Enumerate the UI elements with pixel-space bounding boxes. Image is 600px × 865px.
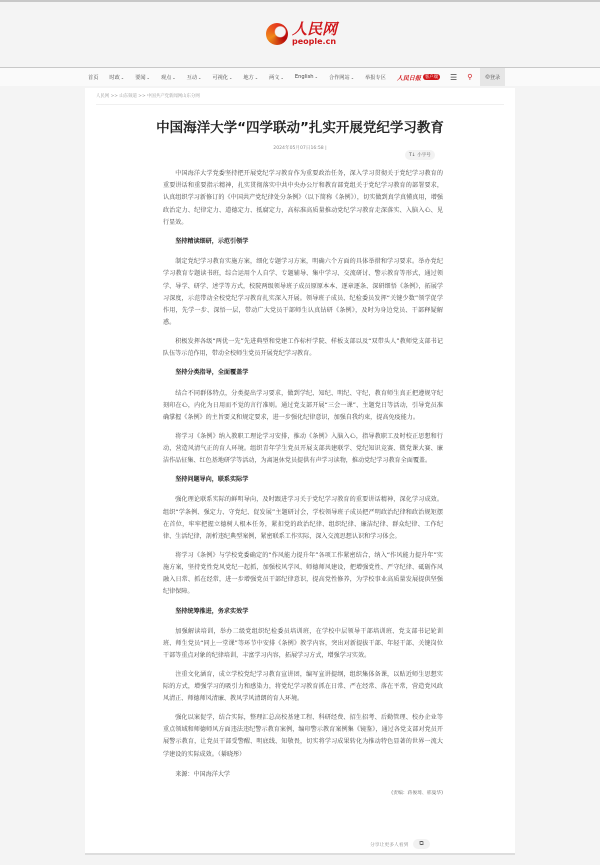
app-link[interactable]: 人民日报 <box>396 74 421 82</box>
app-badge[interactable]: 客户端 <box>424 75 439 80</box>
section-heading: 坚持统筹推进，务求实效学 <box>175 607 249 615</box>
article-editor: (责编：蒋俊琦、邢曼华) <box>391 790 443 796</box>
nav-item-label: 可视化 <box>212 74 228 81</box>
chevron-down-icon: ⌄ <box>228 74 233 80</box>
font-size-toggle[interactable]: T↓ 小字号 <box>405 150 435 160</box>
nav-item[interactable] <box>109 74 124 81</box>
nav-item-label: 两文 <box>269 74 280 81</box>
chevron-down-icon: ⌄ <box>146 74 150 80</box>
article-body <box>163 168 443 800</box>
paragraph: 将学习《条例》与学校党委确定的“作风能力提升年”各项工作紧密结合，纳入“作风能力提升年”实施方案，坚持党性党风党纪一起抓，加强校风学风、师德师风建设，把增强党性、严守纪律、砥砺作风融入日常、抓在经常，进一步增强党员干部纪律意识，提高党性修养，为学校事业高质量发展提供坚强纪律保障。 <box>163 551 443 596</box>
main-nav <box>88 68 505 86</box>
nav-item[interactable] <box>329 74 354 81</box>
article-date: 2024年05月07日16:58 | <box>273 146 327 151</box>
paragraph: 制定党纪学习教育实施方案，细化专题学习方案，明确六个方面的具体举措和学习要求。举办党纪学习教育专题读书班，综合运用个人自学、专题辅导、集中学习、交流研讨、警示教育等形式，通过领学、导学、研学、述学等方式，校院两级领导班子成员原原本本、逐章逐条、深研细悟《条例》，拓展学习深度，示范带动全校党纪学习教育扎实深入开展。领导班子成员、纪检委员发挥“关键少数”领学促学作用，先学一步、深悟一层，带动广大党员干部师生认真钻研《条例》，及时为身边党员、干部释疑解惑。 <box>163 258 443 327</box>
user-icon: ◎ <box>485 74 490 80</box>
section-heading: 坚持精读细研，示范引领学 <box>175 238 249 246</box>
login-label: 登录 <box>489 74 501 81</box>
logo-cn: 人民网 <box>292 20 338 38</box>
breadcrumb[interactable]: 人民网 >> 山东频道 >> 中国共产党新闻网山东分网 <box>96 94 200 99</box>
breadcrumb-divider <box>96 104 504 105</box>
chevron-down-icon: ⌄ <box>350 74 355 80</box>
share-label: 分享让更多人看到 <box>370 842 409 848</box>
paragraph: 结合不同群体特点，分类提出学习要求，做到学纪、知纪、明纪、守纪，教育师生真正把遵规守纪刻印在心，内化为日用而不觉的言行准则。通过党支部开展“三会一课”、主题党日等活动，引导党员准确掌握《条例》的主旨要义和规定要求，进一步强化纪律意识，加强自我约束，提高免疫能力。 <box>163 389 443 421</box>
nav-item[interactable] <box>269 74 284 81</box>
nav-item[interactable] <box>295 74 318 80</box>
logo-en: people.cn <box>292 37 337 46</box>
article-source: 来源：中国海洋大学 <box>175 770 231 778</box>
nav-item-label: 要闻 <box>135 74 146 81</box>
nav-item[interactable] <box>365 74 386 81</box>
paragraph: 中国海洋大学党委坚持把开展党纪学习教育作为重要政治任务，深入学习贯彻关于党纪学习教育的重要讲话和重要指示精神，扎实贯彻落实中共中央办公厅和教育部党组关于党纪学习教育的部署要求，认真组织学习新修订的《中国共产党纪律处分条例》（以下简称《条例》），切实做到真学真懂真用，增强政治定力、纪律定力、道德定力、抵腐定力，高标准高质量推动党纪学习教育走深落实、入脑入心、见行显效。 <box>163 170 443 226</box>
nav-item-label: 合作网站 <box>328 74 350 81</box>
share-bar <box>370 839 430 849</box>
nav-item-label: 观点 <box>160 74 172 81</box>
paragraph: 强化理论联系实际的鲜明导向，及时跟进学习关于党纪学习教育的重要讲话精神，深化学习成效。组织“学条例、强定力、守党纪、促发展”主题研讨会，学校领导班子成员把严明政治纪律和政治规矩摆在首位，牢牢把握立德树人根本任务，紧扣党的政治纪律、组织纪律、廉洁纪律、群众纪律、工作纪律、生活纪律，剖析违纪典型案例，紧密联系工作实际，深入交流思想认识和学习体会。 <box>163 496 443 541</box>
logo-icon <box>266 23 288 45</box>
chevron-down-icon: ⌄ <box>172 74 176 80</box>
chevron-down-icon: ⌄ <box>280 74 284 80</box>
login-button[interactable] <box>480 68 505 86</box>
nav-item-label: 举报专区 <box>365 74 386 81</box>
paragraph: 加强解读培训，举办二级党组织纪检委员培训班，在学校中层领导干部培训班、党支部书记轮训班、师生党员“同上一堂课”等环节中安排《条例》教学内容，突出对新提拔干部、年轻干部、关键岗位干部等重点对象的纪律培训，丰富学习内容，拓展学习方式，增强学习实效。 <box>163 627 443 660</box>
paragraph: 强化以案促学，结合实际，整理汇总高校基建工程、科研经费、招生招考、后勤管理、校办企业等重点领域和师德师风方面违法违纪警示教育案例，编印警示教育案例集《镜鉴》，通过各党支部对党员开展警示教育，让党员干部受警醒、明底线、知敬畏，切实将学习成果转化为推动特色显著的世界一流大学建设的实际成效。（綦晓彤） <box>163 714 443 758</box>
menu-icon[interactable]: ☰ <box>450 72 458 82</box>
nav-item[interactable] <box>88 74 98 81</box>
search-icon[interactable]: ⚲ <box>467 73 473 81</box>
nav-item[interactable] <box>187 74 202 81</box>
share-icon[interactable]: ⧉ <box>413 839 429 849</box>
paragraph: 注重文化涵育，成立学校党纪学习教育宣讲团，编写宣讲提纲，组织集体备课，以贴近师生思想实际的方式，增强学习的吸引力和感染力，将党纪学习教育抓在日常、严在经常、落在平常，营造党风政风清正、师德师风清廉、教风学风清朗的育人环境。 <box>163 670 443 703</box>
chevron-down-icon: ⌄ <box>314 74 318 79</box>
chevron-down-icon: ⌄ <box>254 74 259 80</box>
site-header <box>0 2 600 66</box>
article-title: 中国海洋大学“四学联动”扎实开展党纪学习教育 <box>156 120 444 136</box>
nav-item-label: 地方 <box>243 74 254 81</box>
nav-item[interactable] <box>161 74 176 81</box>
nav-item-label: 首页 <box>88 74 99 81</box>
paragraph: 积极发挥各级“两优一先”先进典型和党建工作标杆学院、样板支部以及“双带头人”教师党支部书记队伍等示范作用，带动全校师生党员开展党纪学习教育。 <box>163 337 443 358</box>
chevron-down-icon: ⌄ <box>120 74 125 80</box>
site-logo[interactable] <box>266 22 337 46</box>
nav-item[interactable] <box>212 74 232 81</box>
nav-item[interactable] <box>135 74 150 81</box>
nav-item[interactable] <box>243 74 258 81</box>
chevron-down-icon: ⌄ <box>198 74 202 80</box>
section-heading: 坚持分类指导，全面覆盖学 <box>175 369 249 377</box>
nav-item-label: 互动 <box>186 74 198 81</box>
paragraph: 将学习《条例》纳入教职工理论学习安排，推动《条例》入脑入心，指导教职工及时校正思想和行动，营造风清气正的育人环境。组织青年学生党员开展支部共建联学、党纪知识竞赛、微党课大赛、廉洁作品征集、红色基地研学等活动，为离退休党员提供有声学习读物，推动党纪学习教育全面覆盖。 <box>163 432 443 465</box>
section-heading: 坚持问题导向，联系实际学 <box>175 476 249 484</box>
nav-item-label: 时政 <box>109 74 120 81</box>
card-bottom-border <box>85 853 515 855</box>
nav-item-label: English <box>294 74 314 80</box>
